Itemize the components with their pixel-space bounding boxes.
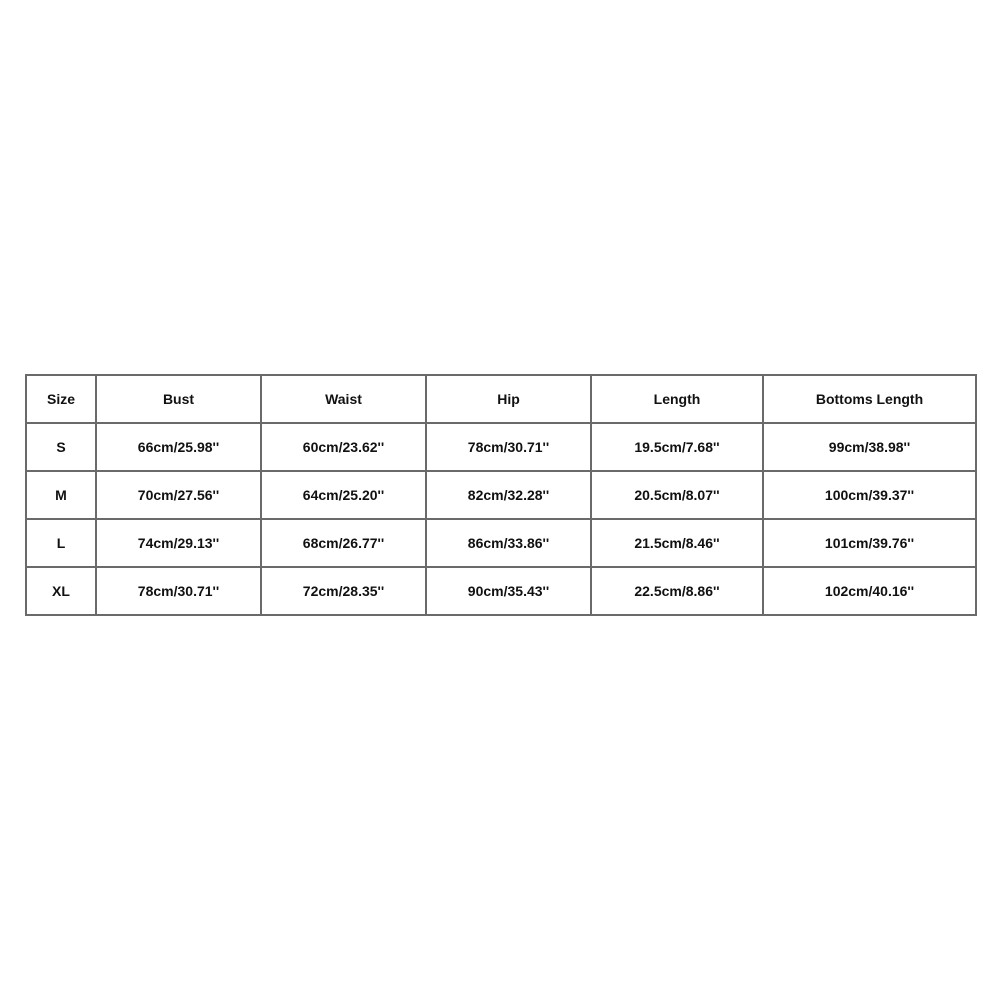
bottoms-length-cell: 99cm/38.98'' [763, 423, 976, 471]
header-waist: Waist [261, 375, 426, 423]
header-hip: Hip [426, 375, 591, 423]
header-size: Size [26, 375, 96, 423]
waist-cell: 64cm/25.20'' [261, 471, 426, 519]
hip-cell: 82cm/32.28'' [426, 471, 591, 519]
length-cell: 19.5cm/7.68'' [591, 423, 763, 471]
size-chart-table [25, 374, 977, 616]
waist-cell: 68cm/26.77'' [261, 519, 426, 567]
bust-cell: 78cm/30.71'' [96, 567, 261, 615]
hip-cell: 86cm/33.86'' [426, 519, 591, 567]
size-cell: M [26, 471, 96, 519]
bottoms-length-cell: 100cm/39.37'' [763, 471, 976, 519]
hip-cell: 90cm/35.43'' [426, 567, 591, 615]
size-cell: XL [26, 567, 96, 615]
size-cell: S [26, 423, 96, 471]
waist-cell: 60cm/23.62'' [261, 423, 426, 471]
bottoms-length-cell: 101cm/39.76'' [763, 519, 976, 567]
table-row [26, 567, 976, 615]
size-cell: L [26, 519, 96, 567]
table-row [26, 471, 976, 519]
header-bottoms-length: Bottoms Length [763, 375, 976, 423]
bust-cell: 66cm/25.98'' [96, 423, 261, 471]
bust-cell: 74cm/29.13'' [96, 519, 261, 567]
hip-cell: 78cm/30.71'' [426, 423, 591, 471]
header-row [26, 375, 976, 423]
length-cell: 20.5cm/8.07'' [591, 471, 763, 519]
bottoms-length-cell: 102cm/40.16'' [763, 567, 976, 615]
table-row [26, 519, 976, 567]
header-bust: Bust [96, 375, 261, 423]
table-row [26, 423, 976, 471]
header-length: Length [591, 375, 763, 423]
length-cell: 22.5cm/8.86'' [591, 567, 763, 615]
waist-cell: 72cm/28.35'' [261, 567, 426, 615]
length-cell: 21.5cm/8.46'' [591, 519, 763, 567]
bust-cell: 70cm/27.56'' [96, 471, 261, 519]
